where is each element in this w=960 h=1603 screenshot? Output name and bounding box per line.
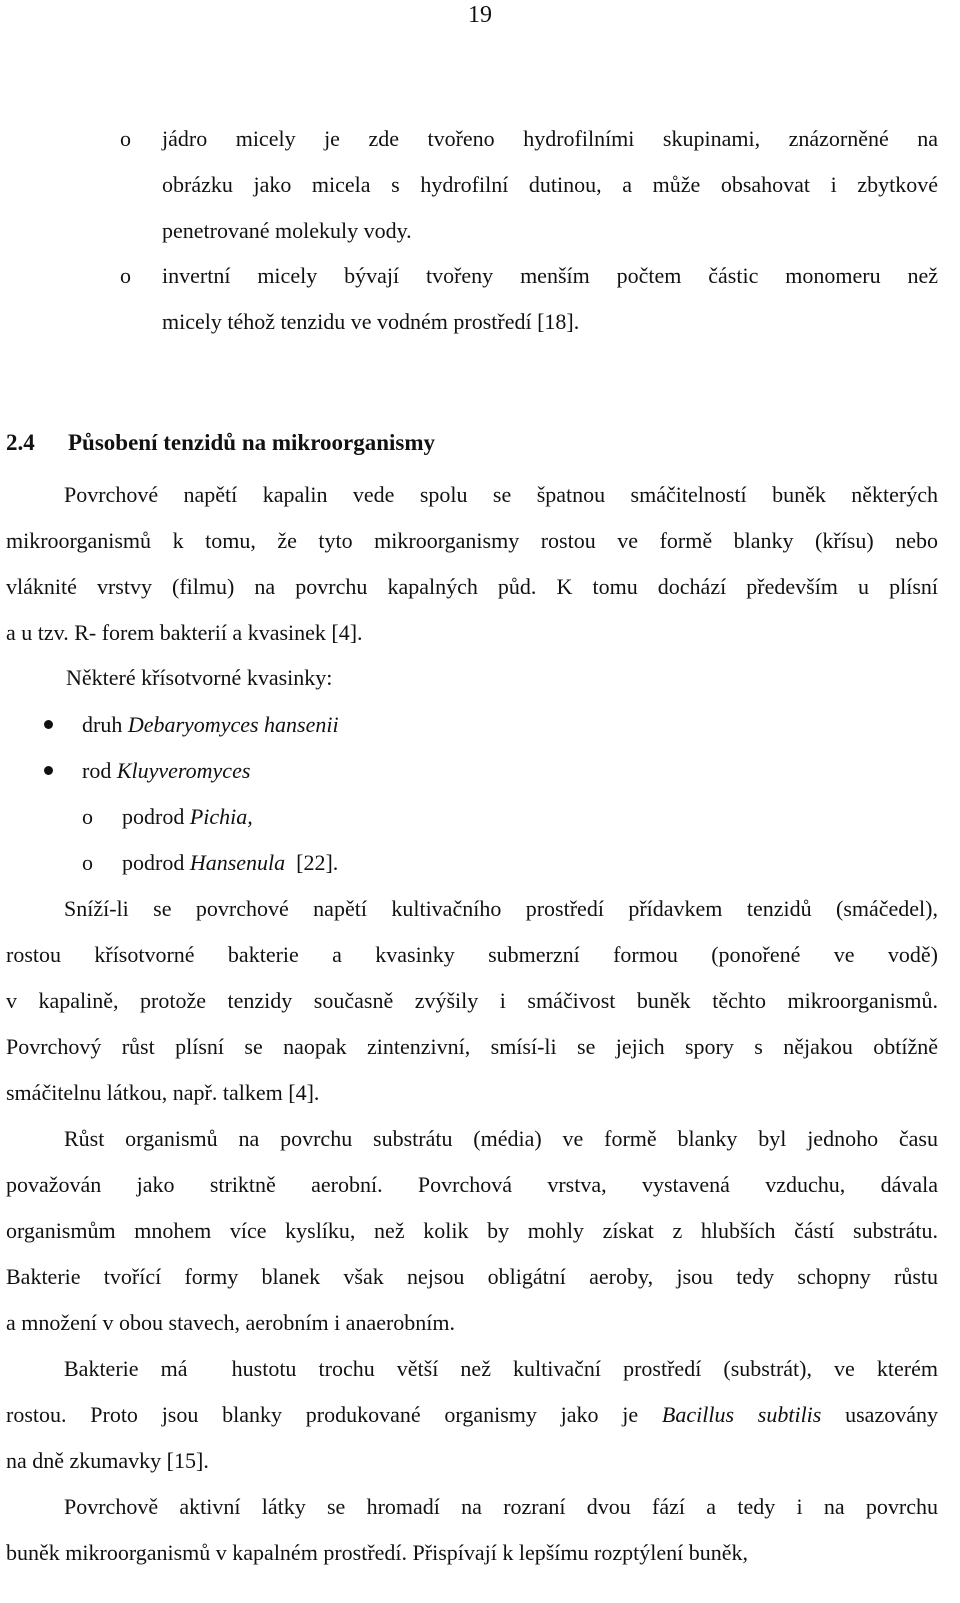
paragraph-line: Povrchově aktivní látky se hromadí na rozraní dvou fází a tedy i na povrchu [64, 1494, 938, 1519]
genus-name: Kluyveromyces [116, 758, 251, 783]
paragraph-line: považován jako striktně aerobní. Povrchová vrstva, vystavená vzduchu, dávala [6, 1172, 938, 1197]
item-text: druh [82, 712, 128, 737]
paragraph-line: Růst organismů na povrchu substrátu (média) ve formě blanky byl jednoho času [64, 1126, 938, 1151]
section-heading [6, 428, 435, 458]
paragraph-line: a u tzv. R- forem bakterií a kvasinek [4]. [6, 620, 363, 645]
paragraph-line: organismům mnohem více kyslíku, než kolik by mohly získat z hlubších částí substrátu. [6, 1218, 938, 1243]
paragraph-line: Bakterie tvořící formy blanek však nejsou obligátní aeroby, jsou tedy schopny růstu [6, 1264, 938, 1289]
paragraph-line: Bakterie má hustotu trochu větší než kultivační prostředí (substrát), ve kterém [64, 1356, 938, 1381]
section-number: 2.4 [6, 430, 35, 455]
yeast-intro: Některé křísotvorné kvasinky: [66, 665, 333, 690]
section-title: Působení tenzidů na mikroorganismy [68, 430, 435, 455]
item-text: rod [82, 758, 117, 783]
paragraph-line: Povrchový růst plísní se naopak zintenzivní, smísí-li se jejich spory s nějakou obtížně [6, 1034, 938, 1059]
paragraph-line: smáčitelnu látkou, např. talkem [4]. [6, 1080, 320, 1105]
paragraph-line: buněk mikroorganismů v kapalném prostředí. Přispívají k lepšímu rozptýlení buněk, [6, 1540, 748, 1565]
species-name: Bacillus subtilis [661, 1402, 822, 1427]
paragraph-line: na dně zkumavky [15]. [6, 1448, 209, 1473]
species-name: Debaryomyces hansenii [127, 712, 339, 737]
subgenus-name: Hansenula [189, 850, 286, 875]
paragraph-line: Povrchové napětí kapalin vede spolu se špatnou smáčitelností buněk některých [64, 482, 938, 507]
list-item-line: penetrované molekuly vody. [162, 218, 412, 243]
list-marker: o [120, 263, 131, 288]
paragraph-line: mikroorganismů k tomu, že tyto mikroorganismy rostou ve formě blanky (křísu) nebo [6, 528, 938, 553]
list-subitem [122, 802, 960, 832]
text-run: rostou. Proto jsou blanky produkované organismy jako je [6, 1402, 662, 1427]
list-marker: o [82, 804, 93, 829]
list-item-line: invertní micely bývají tvořeny menším počtem částic monomeru než [162, 263, 938, 288]
paragraph-line: v kapalině, protože tenzidy současně zvýšily i smáčivost buněk těchto mikroorganismů. [6, 988, 938, 1013]
list-item-line: micely téhož tenzidu ve vodném prostředí [18]. [162, 309, 580, 334]
subgenus-name: Pichia, [189, 804, 253, 829]
list-item [82, 756, 960, 786]
text-run: usazovány [821, 1402, 938, 1427]
item-text: podrod [122, 850, 190, 875]
page-number: 19 [468, 2, 492, 28]
paragraph-line [6, 1400, 938, 1430]
list-marker: o [120, 126, 131, 151]
paragraph-line: rostou křísotvorné bakterie a kvasinky submerzní formou (ponořené ve vodě) [6, 942, 938, 967]
list-item-line: obrázku jako micela s hydrofilní dutinou, a může obsahovat i zbytkové [162, 172, 938, 197]
paragraph-line: vláknité vrstvy (filmu) na povrchu kapalných půd. K tomu dochází především u plísní [6, 574, 938, 599]
list-marker: o [82, 850, 93, 875]
item-text: podrod [122, 804, 190, 829]
list-subitem [122, 848, 960, 878]
paragraph-line: a množení v obou stavech, aerobním i anaerobním. [6, 1310, 456, 1335]
list-item [82, 710, 960, 740]
bullet-dot [44, 766, 53, 775]
citation: [22]. [285, 850, 339, 875]
paragraph-line: Sníží-li se povrchové napětí kultivačního prostředí přídavkem tenzidů (smáčedel), [64, 896, 938, 921]
list-item-line: jádro micely je zde tvořeno hydrofilními skupinami, znázorněné na [162, 126, 938, 151]
bullet-dot [44, 720, 53, 729]
